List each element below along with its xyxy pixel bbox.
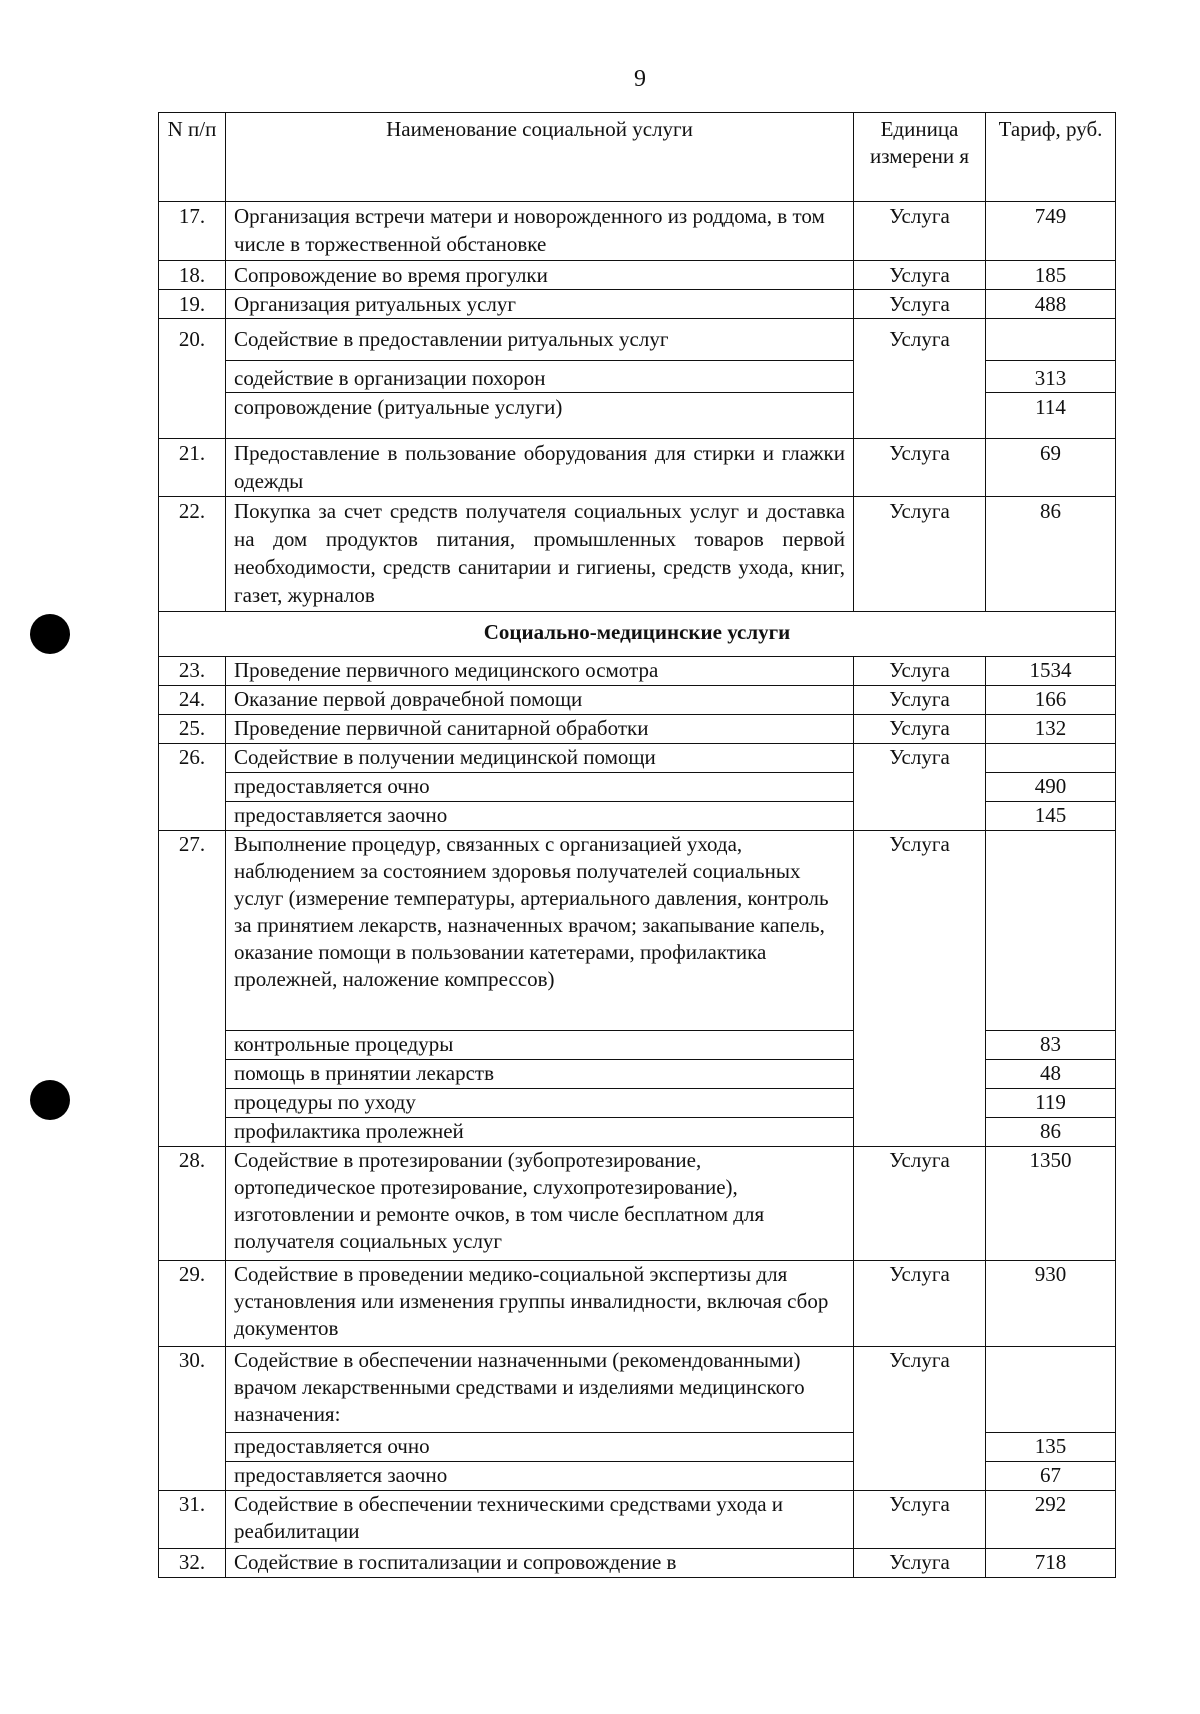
row-num: 18. (159, 261, 226, 290)
row-price-empty (986, 831, 1116, 1031)
row-unit: Услуга (854, 439, 986, 497)
table-row (159, 319, 1116, 361)
table-row (159, 1147, 1116, 1261)
subrow-name: сопровождение (ритуальные услуги) (226, 393, 854, 439)
row-name: Содействие в госпитализации и сопровождение в (226, 1549, 854, 1578)
table-row (159, 1549, 1116, 1578)
subrow-price: 48 (986, 1060, 1116, 1089)
row-unit: Услуга (854, 290, 986, 319)
tariff-table (158, 112, 1116, 1578)
row-price: 930 (986, 1261, 1116, 1347)
row-num: 29. (159, 1261, 226, 1347)
row-price: 166 (986, 686, 1116, 715)
header-unit: Единица измерени я (854, 113, 986, 202)
row-name: Предоставление в пользование оборудования для стирки и глажки одежды (226, 439, 854, 497)
row-unit: Услуга (854, 1347, 986, 1491)
row-name: Содействие в протезировании (зубопротезирование, ортопедическое протезирование, слухопротезирование), изготовлении и ремонте очков, в том числе бесплатном для получателя социальных услуг (226, 1147, 854, 1261)
row-name: Организация встречи матери и новорожденного из роддома, в том числе в торжественной обстановке (226, 202, 854, 261)
row-unit: Услуга (854, 744, 986, 831)
table-row (159, 497, 1116, 612)
subrow-name: профилактика пролежней (226, 1118, 854, 1147)
row-unit: Услуга (854, 1261, 986, 1347)
row-price: 86 (986, 497, 1116, 612)
table-row (159, 1261, 1116, 1347)
table-row (159, 1491, 1116, 1549)
subrow-name: содействие в организации похорон (226, 361, 854, 393)
row-unit: Услуга (854, 202, 986, 261)
row-price-empty (986, 744, 1116, 773)
row-num: 23. (159, 657, 226, 686)
row-num: 25. (159, 715, 226, 744)
section-title: Социально-медицинские услуги (159, 612, 1116, 657)
punch-hole-mark (30, 614, 70, 654)
subrow-price: 313 (986, 361, 1116, 393)
page-number: 9 (634, 66, 646, 92)
punch-hole-mark (30, 1080, 70, 1120)
row-num: 22. (159, 497, 226, 612)
row-name: Содействие в проведении медико-социальной экспертизы для установления или изменения группы инвалидности, включая сбор документов (226, 1261, 854, 1347)
subrow-price: 83 (986, 1031, 1116, 1060)
subrow-price: 119 (986, 1089, 1116, 1118)
row-price: 1534 (986, 657, 1116, 686)
table-row (159, 202, 1116, 261)
row-name: Оказание первой доврачебной помощи (226, 686, 854, 715)
row-num: 19. (159, 290, 226, 319)
row-unit: Услуга (854, 319, 986, 439)
table-row (159, 657, 1116, 686)
table-row (159, 290, 1116, 319)
subrow-name: предоставляется заочно (226, 802, 854, 831)
row-name: Содействие в получении медицинской помощи (226, 744, 854, 773)
row-num: 32. (159, 1549, 226, 1578)
row-name: Проведение первичной санитарной обработки (226, 715, 854, 744)
subrow-name: процедуры по уходу (226, 1089, 854, 1118)
row-price: 132 (986, 715, 1116, 744)
row-unit: Услуга (854, 1549, 986, 1578)
row-name: Проведение первичного медицинского осмотра (226, 657, 854, 686)
header-tariff: Тариф, руб. (986, 113, 1116, 202)
row-num: 21. (159, 439, 226, 497)
row-num: 31. (159, 1491, 226, 1549)
header-name: Наименование социальной услуги (226, 113, 854, 202)
subrow-price: 135 (986, 1433, 1116, 1462)
row-num: 28. (159, 1147, 226, 1261)
table-header-row (159, 113, 1116, 202)
row-unit: Услуга (854, 1491, 986, 1549)
row-price: 69 (986, 439, 1116, 497)
row-unit: Услуга (854, 657, 986, 686)
row-name: Содействие в предоставлении ритуальных услуг (226, 319, 854, 361)
row-num: 24. (159, 686, 226, 715)
subrow-price: 86 (986, 1118, 1116, 1147)
row-price-empty (986, 1347, 1116, 1433)
subrow-name: предоставляется очно (226, 773, 854, 802)
row-name: Сопровождение во время прогулки (226, 261, 854, 290)
row-name: Содействие в обеспечении назначенными (рекомендованными) врачом лекарственными средствами и изделиями медицинского назначения: (226, 1347, 854, 1433)
table-row (159, 261, 1116, 290)
table-row (159, 744, 1116, 773)
row-unit: Услуга (854, 686, 986, 715)
row-name: Выполнение процедур, связанных с организацией ухода, наблюдением за состоянием здоровья получателей социальных услуг (измерение температуры, артериального давления, контроль за принятием лекарств, назначенных врачом; закапывание капель, оказание помощи в пользовании катетерами, профилактика пролежней, наложение компрессов) (226, 831, 854, 1031)
row-price: 1350 (986, 1147, 1116, 1261)
row-num: 27. (159, 831, 226, 1147)
subrow-name: помощь в принятии лекарств (226, 1060, 854, 1089)
row-price-empty (986, 319, 1116, 361)
row-price: 488 (986, 290, 1116, 319)
table-row (159, 439, 1116, 497)
row-unit: Услуга (854, 261, 986, 290)
row-num: 17. (159, 202, 226, 261)
table-row (159, 831, 1116, 1031)
table-row (159, 715, 1116, 744)
header-num: N п/п (159, 113, 226, 202)
row-unit: Услуга (854, 715, 986, 744)
row-name: Содействие в обеспечении техническими средствами ухода и реабилитации (226, 1491, 854, 1549)
table-row (159, 1347, 1116, 1433)
row-unit: Услуга (854, 831, 986, 1147)
subrow-price: 114 (986, 393, 1116, 439)
row-name: Покупка за счет средств получателя социальных услуг и доставка на дом продуктов питания, промышленных товаров первой необходимости, средств санитарии и гигиены, средств ухода, книг, газет, журналов (226, 497, 854, 612)
subrow-name: предоставляется очно (226, 1433, 854, 1462)
row-num: 20. (159, 319, 226, 439)
row-num: 26. (159, 744, 226, 831)
subrow-price: 145 (986, 802, 1116, 831)
row-price: 718 (986, 1549, 1116, 1578)
row-price: 185 (986, 261, 1116, 290)
row-name: Организация ритуальных услуг (226, 290, 854, 319)
row-price: 749 (986, 202, 1116, 261)
section-header-row (159, 612, 1116, 657)
row-num: 30. (159, 1347, 226, 1491)
subrow-name: контрольные процедуры (226, 1031, 854, 1060)
subrow-price: 67 (986, 1462, 1116, 1491)
subrow-name: предоставляется заочно (226, 1462, 854, 1491)
row-unit: Услуга (854, 1147, 986, 1261)
subrow-price: 490 (986, 773, 1116, 802)
row-price: 292 (986, 1491, 1116, 1549)
table-row (159, 686, 1116, 715)
row-unit: Услуга (854, 497, 986, 612)
